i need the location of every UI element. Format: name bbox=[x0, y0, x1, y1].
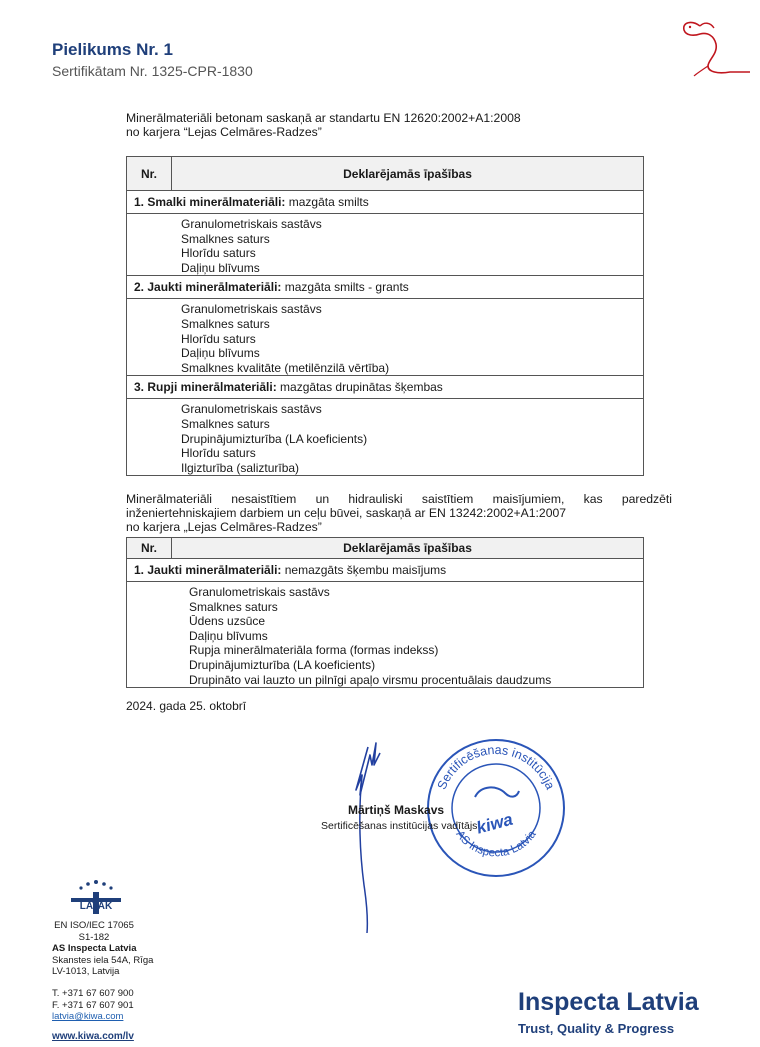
section1-intro bbox=[126, 111, 646, 139]
col-header-properties: Deklarējamās īpašības bbox=[172, 157, 644, 191]
group-title-bold: 1. Jaukti minerālmateriāli: bbox=[134, 563, 282, 577]
list-item: Drupinājumizturība (LA koeficients) bbox=[181, 431, 368, 446]
list-item: Drupinājumizturība (LA koeficients) bbox=[189, 657, 376, 672]
list-item: Ūdens uzsūce bbox=[189, 614, 266, 629]
certificate-number: Sertifikātam Nr. 1325-CPR-1830 bbox=[52, 63, 253, 79]
website-link[interactable]: www.kiwa.com/lv bbox=[52, 1031, 134, 1042]
latak-logo-text: LATAK bbox=[79, 901, 113, 912]
list-item: Granulometriskais sastāvs bbox=[181, 302, 322, 317]
section1-intro-line1: Minerālmateriāli betonam saskaņā ar standartu EN 12620:2002+A1:2008 bbox=[126, 111, 521, 125]
list-item: Drupināto vai lauzto un pilnīgi apaļo virsmu procentuālais daudzums bbox=[189, 672, 552, 687]
contact-fax: F. +371 67 607 901 bbox=[52, 999, 134, 1011]
declared-properties-table-2 bbox=[126, 537, 644, 688]
stamp-bottom-text: AS Inspecta Latvia bbox=[453, 828, 539, 860]
contact-block bbox=[52, 988, 134, 1023]
brand-name: Inspecta Latvia bbox=[518, 988, 699, 1016]
company-name: AS Inspecta Latvia bbox=[52, 943, 137, 955]
group-title-row bbox=[127, 559, 644, 582]
stamp-ring-text: Sertificēšanas institūcija bbox=[434, 742, 558, 792]
company-address-line1: Skanstes iela 54A, Rīga bbox=[52, 954, 154, 966]
group-title-rest: nemazgāts šķembu maisījums bbox=[281, 563, 447, 577]
group-title-bold: 1. Smalki minerālmateriāli: bbox=[134, 195, 286, 209]
list-item: Smalknes saturs bbox=[181, 231, 270, 246]
list-item: Daļiņu blīvums bbox=[181, 346, 260, 361]
latak-logo-icon bbox=[63, 878, 129, 916]
list-item: Hlorīdu saturs bbox=[181, 246, 256, 261]
group-title-bold: 2. Jaukti minerālmateriāli: bbox=[134, 280, 282, 295]
list-item: Daļiņu blīvums bbox=[189, 628, 268, 643]
group-items-row bbox=[127, 299, 644, 376]
group-title-row bbox=[127, 276, 644, 299]
section2-intro-line2: inženiertehniskajiem darbiem un ceļu būvei, saskaņā ar EN 13242:2002+A1:2007 bbox=[126, 506, 567, 520]
issue-date: 2024. gada 25. oktobrī bbox=[126, 699, 247, 713]
section2-intro bbox=[126, 492, 672, 534]
table-header-row bbox=[127, 157, 644, 191]
group-title-bold: 3. Rupji minerālmateriāli: bbox=[134, 380, 277, 395]
section1-intro-line2: no karjera “Lejas Celmāres-Radzes” bbox=[126, 125, 322, 139]
list-item: Rupja minerālmateriāla forma (formas indekss) bbox=[189, 643, 439, 658]
list-item: Smalknes saturs bbox=[181, 316, 270, 331]
svg-text:Sertificēšanas institūcija bbox=[435, 743, 558, 792]
brand-tagline: Trust, Quality & Progress bbox=[518, 1021, 675, 1036]
list-item: Smalknes saturs bbox=[181, 416, 270, 431]
group-items-row bbox=[127, 399, 644, 476]
certification-stamp bbox=[425, 737, 567, 879]
col-header-nr: Nr. bbox=[127, 538, 172, 559]
handwritten-signature bbox=[340, 735, 400, 940]
group-title-row bbox=[127, 376, 644, 399]
signer-name: Mārtiņš Maskavs bbox=[348, 803, 445, 817]
col-header-properties: Deklarējamās īpašības bbox=[172, 538, 644, 559]
declared-properties-table-1 bbox=[126, 156, 644, 476]
signer-role: Sertificēšanas institūcijas vadītājs bbox=[321, 820, 478, 832]
group-items-row bbox=[127, 214, 644, 276]
accreditation-standard: EN ISO/IEC 17065 bbox=[54, 920, 134, 931]
group-title-rest: mazgāta smilts - grants bbox=[281, 280, 409, 295]
company-address-line2: LV-1013, Latvija bbox=[52, 966, 120, 978]
kiwa-logo-icon bbox=[678, 14, 752, 80]
list-item: Granulometriskais sastāvs bbox=[189, 585, 330, 599]
list-item: Smalknes kvalitāte (metilēnzilā vērtība) bbox=[181, 360, 390, 375]
group-title-rest: mazgātas drupinātas šķembas bbox=[276, 380, 443, 395]
list-item: Hlorīdu saturs bbox=[181, 331, 256, 346]
group-title-row bbox=[127, 191, 644, 214]
list-item: Granulometriskais sastāvs bbox=[181, 402, 322, 417]
table-header-row bbox=[127, 538, 644, 559]
group-items-row bbox=[127, 582, 644, 688]
list-item: Ilgizturība (salizturība) bbox=[181, 460, 300, 475]
contact-email-link[interactable]: latvia@kiwa.com bbox=[52, 1011, 124, 1023]
group-title-rest: mazgāta smilts bbox=[285, 195, 369, 209]
list-item: Granulometriskais sastāvs bbox=[181, 217, 322, 231]
contact-phone: T. +371 67 607 900 bbox=[52, 988, 134, 999]
col-header-nr: Nr. bbox=[127, 157, 172, 191]
accreditation-number: S1-182 bbox=[78, 931, 110, 943]
section2-intro-line1: Minerālmateriāli nesaistītiem un hidrauliski saistītiem maisījumiem, kas paredzēti bbox=[126, 492, 672, 506]
section2-intro-line3: no karjera „Lejas Celmāres-Radzes” bbox=[126, 520, 322, 534]
list-item: Daļiņu blīvums bbox=[181, 260, 260, 275]
list-item: Smalknes saturs bbox=[189, 599, 278, 614]
stamp-center-text: kiwa bbox=[474, 809, 515, 838]
appendix-title: Pielikums Nr. 1 bbox=[52, 40, 173, 59]
accreditation-block bbox=[52, 920, 172, 978]
list-item: Hlorīdu saturs bbox=[181, 446, 256, 461]
